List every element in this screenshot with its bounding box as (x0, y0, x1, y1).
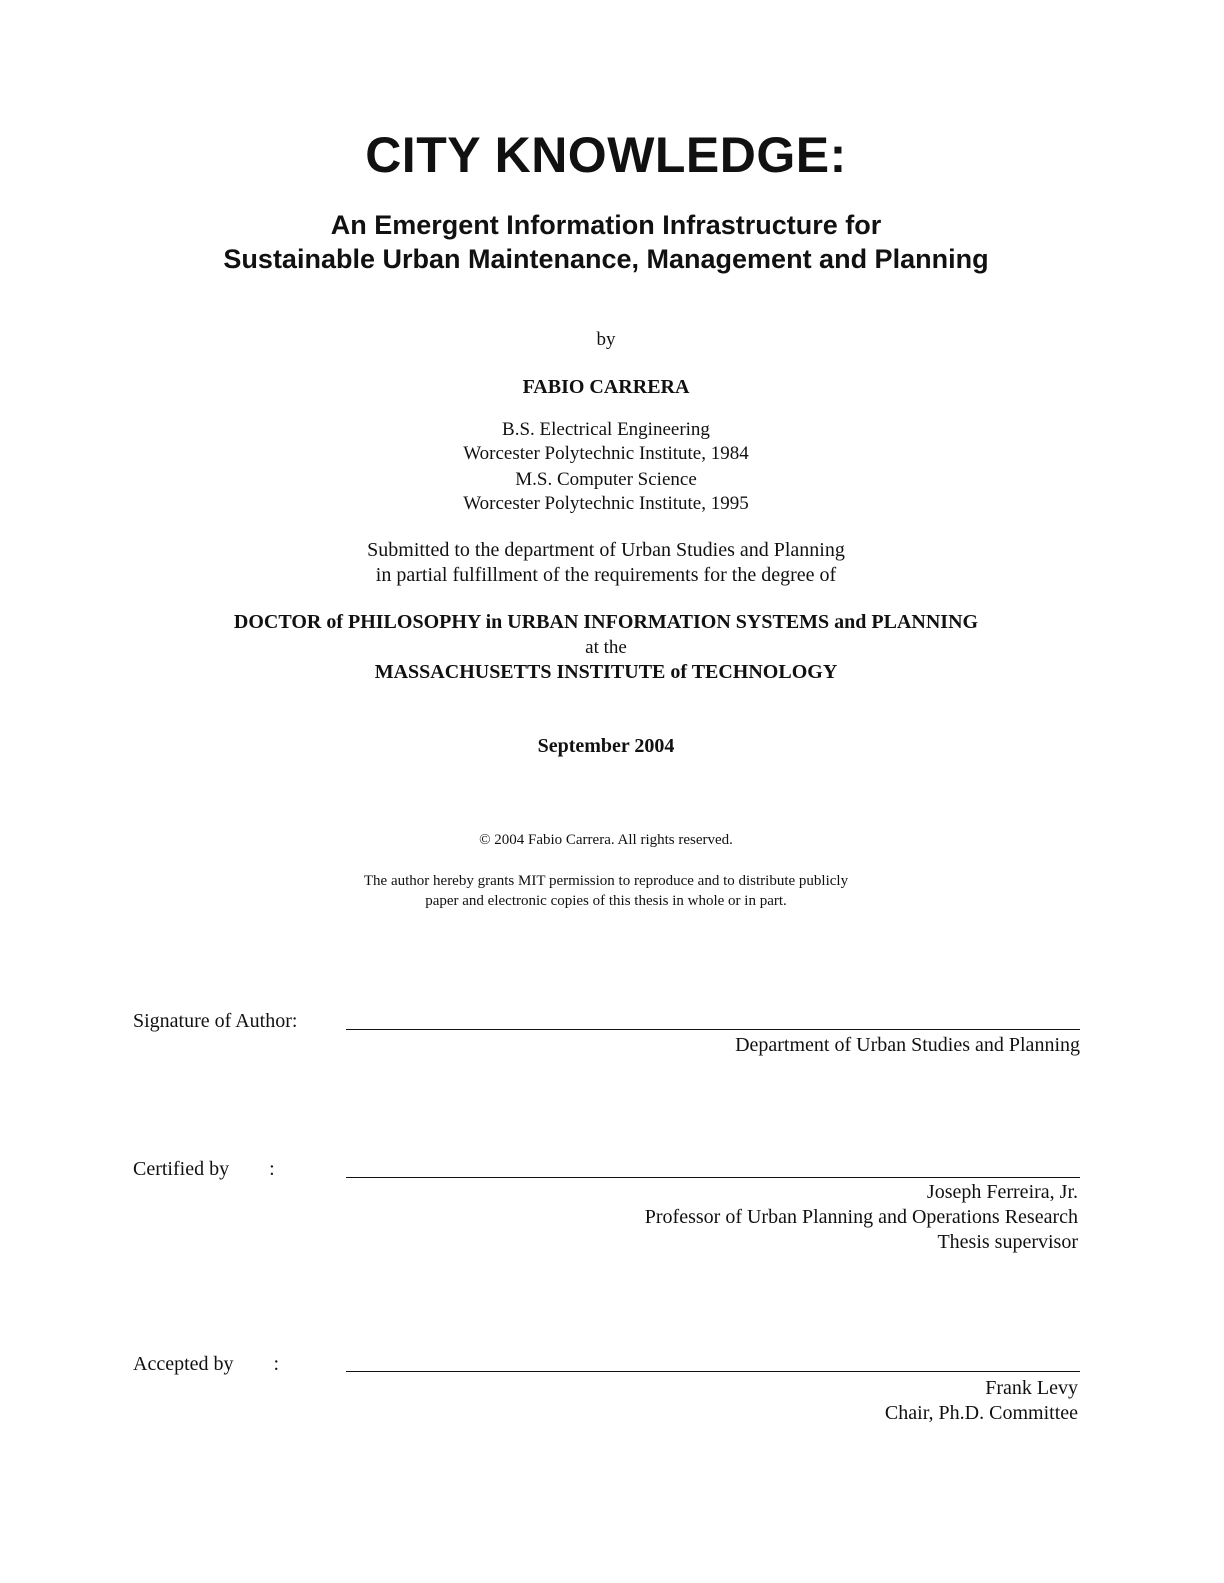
author-signature-label: Signature of Author: (133, 1010, 298, 1032)
copyright-notice: © 2004 Fabio Carrera. All rights reserved. (479, 832, 733, 848)
subtitle-line-2: Sustainable Urban Maintenance, Management and Planning (223, 244, 989, 274)
committee-chair-name: Frank Levy (985, 1377, 1078, 1399)
degree-2-institution: Worcester Polytechnic Institute, 1995 (463, 493, 749, 514)
certified-signature-line (346, 1177, 1080, 1178)
certified-by-label: Certified by : (133, 1158, 275, 1180)
accepted-by-label: Accepted by : (133, 1353, 280, 1375)
committee-chair-title: Chair, Ph.D. Committee (884, 1402, 1078, 1424)
submission-date: September 2004 (537, 735, 675, 757)
permission-line-2: paper and electronic copies of this thesis in whole or in part. (425, 893, 787, 909)
supervisor-title: Professor of Urban Planning and Operations Research (644, 1206, 1078, 1228)
author-signature-caption (735, 1033, 1080, 1058)
degree-1-title: B.S. Electrical Engineering (502, 419, 710, 440)
thesis-title: CITY KNOWLEDGE: (365, 127, 847, 183)
degree-1 (0, 418, 1212, 466)
by-label: by (596, 329, 616, 350)
accepted-signature-line (346, 1371, 1080, 1372)
permission-line-1: The author hereby grants MIT permission to reproduce and to distribute publicly (363, 873, 849, 889)
submission-line-2: in partial fulfillment of the requirements for the degree of (375, 564, 837, 586)
author-signature-line (346, 1029, 1080, 1030)
permission-notice (0, 871, 1212, 911)
certified-signature-caption (645, 1180, 1078, 1255)
author-department: Department of Urban Studies and Planning (735, 1034, 1080, 1056)
supervisor-name: Joseph Ferreira, Jr. (926, 1181, 1078, 1203)
degree-2-title: M.S. Computer Science (515, 469, 697, 490)
degree-2 (0, 468, 1212, 516)
at-the-label: at the (585, 637, 627, 658)
thesis-subtitle (0, 208, 1212, 276)
degree-sought: DOCTOR of PHILOSOPHY in URBAN INFORMATION SYSTEMS and PLANNING (233, 611, 979, 633)
institution-name: MASSACHUSETTS INSTITUTE of TECHNOLOGY (374, 661, 838, 683)
degree-1-institution: Worcester Polytechnic Institute, 1984 (463, 443, 749, 464)
submission-line-1: Submitted to the department of Urban Studies and Planning (367, 539, 845, 561)
subtitle-line-1: An Emergent Information Infrastructure for (330, 210, 882, 240)
author-name: FABIO CARRERA (522, 376, 690, 398)
supervisor-role: Thesis supervisor (937, 1231, 1078, 1253)
accepted-signature-caption (885, 1376, 1078, 1426)
submission-statement (0, 538, 1212, 588)
